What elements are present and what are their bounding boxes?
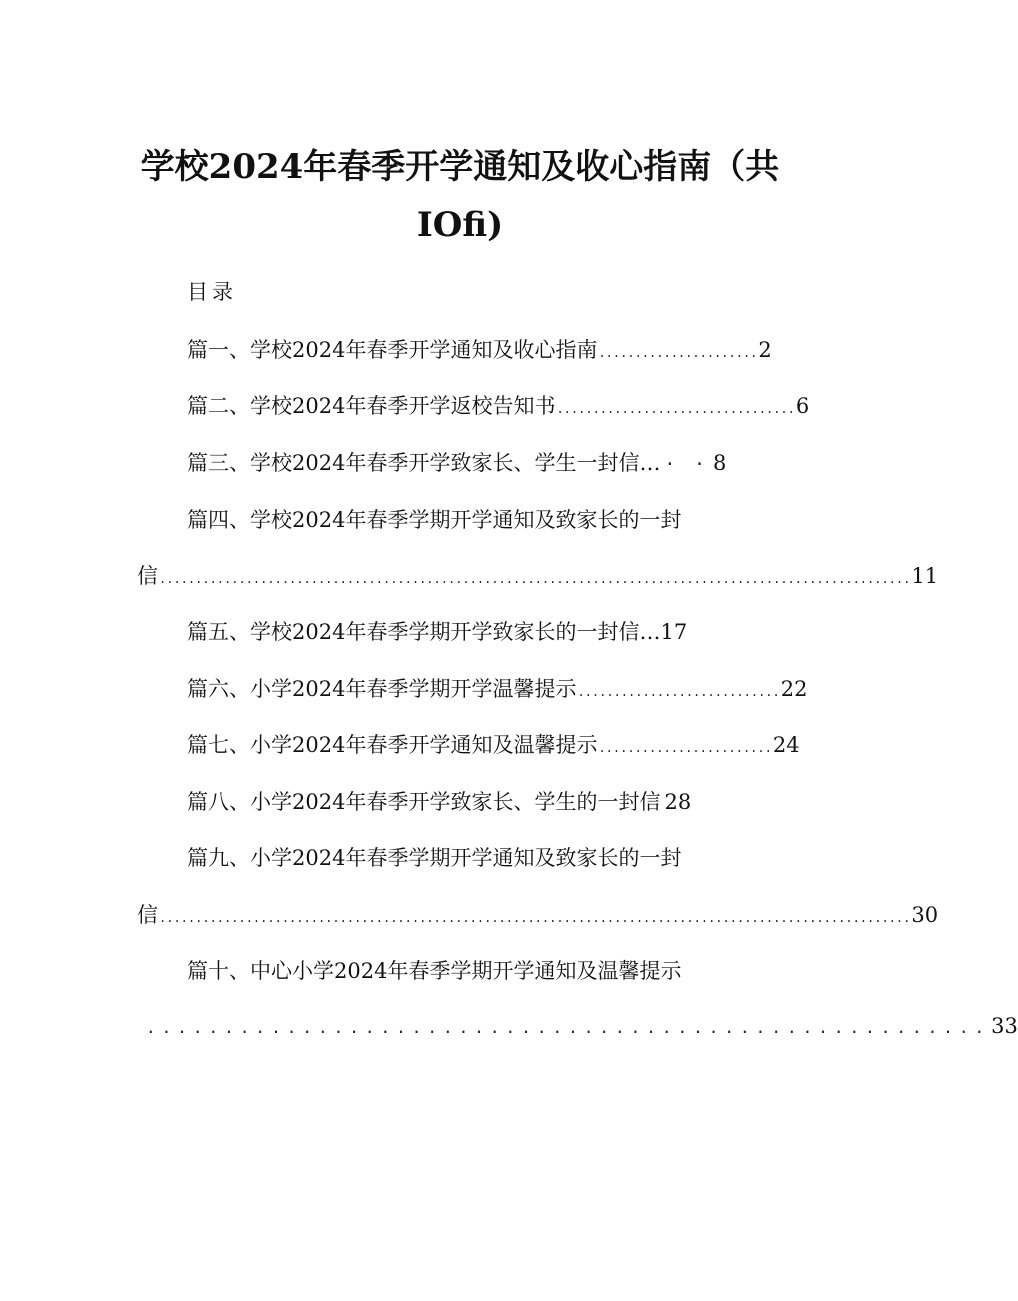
toc-entry-title: 篇一、学校2024年春季开学通知及收心指南 (187, 338, 598, 362)
toc-leader: ........................................................................................................ (159, 572, 911, 586)
toc-entry-title: 篇八、小学2024年春季开学致家长、学生的一封信 (187, 790, 661, 814)
toc-entry-title: 篇三、学校2024年春季开学致家长、学生一封信… (187, 451, 661, 475)
toc-page-number: 24 (772, 733, 800, 757)
toc-page-number: 2 (758, 338, 772, 362)
toc-page-number: 8 (712, 451, 727, 475)
toc-page-number: 11 (911, 564, 939, 588)
toc-entry-4[interactable] (187, 510, 681, 531)
toc-leader: ...................................................... (146, 1018, 991, 1037)
toc-entry-10-continuation[interactable] (145, 1014, 1018, 1038)
toc-leader: ...................... (598, 346, 758, 360)
toc-entry-continuation: 信 (137, 564, 158, 588)
toc-entry-2[interactable] (187, 394, 810, 418)
toc-entry-4-continuation[interactable] (137, 564, 939, 588)
toc-leader: ........................ (598, 741, 772, 755)
toc-entry-title: 篇五、学校2024年春季学期开学致家长的一封信… (187, 620, 661, 644)
toc-entry-title: 篇四、学校2024年春季学期开学通知及致家长的一封 (187, 508, 682, 532)
toc-entry-title: 篇二、学校2024年春季开学返校告知书 (187, 394, 556, 418)
toc-leader: ............................ (577, 685, 780, 699)
toc-entry-9[interactable] (187, 848, 681, 869)
toc-page-number: 33 (991, 1014, 1018, 1038)
toc-entry-3[interactable] (187, 453, 726, 474)
toc-entry-title: 篇六、小学2024年春季学期开学温馨提示 (187, 677, 577, 701)
toc-entry-5[interactable] (187, 622, 687, 643)
toc-leader: ........................................................................................................ (159, 911, 911, 925)
document-title-line-2: IOfi) (416, 205, 504, 245)
toc-page-number: 17 (660, 620, 688, 644)
toc-entry-title: 篇七、小学2024年春季开学通知及温馨提示 (187, 733, 598, 757)
toc-entry-6[interactable] (187, 677, 808, 701)
toc-entry-title: 篇十、中心小学2024年春季学期开学通知及温馨提示 (187, 959, 682, 983)
toc-entry-7[interactable] (187, 733, 800, 757)
toc-entry-title: 篇九、小学2024年春季学期开学通知及致家长的一封 (187, 846, 682, 870)
toc-heading: 目录 (187, 280, 237, 304)
toc-leader: · · (664, 454, 709, 475)
toc-entry-8[interactable] (187, 792, 691, 813)
toc-leader: ................................. (556, 402, 795, 416)
toc-page-number: 30 (911, 903, 939, 927)
toc-entry-10[interactable] (187, 961, 681, 982)
toc-entry-1[interactable] (187, 338, 772, 362)
toc-page-number: 28 (664, 790, 692, 814)
toc-page-number: 22 (780, 677, 808, 701)
toc-entry-continuation: 信 (137, 903, 158, 927)
toc-page-number: 6 (795, 394, 810, 418)
document-title-line-1: 学校2024年春季开学通知及收心指南（共 (140, 147, 780, 187)
toc-entry-9-continuation[interactable] (137, 903, 939, 927)
